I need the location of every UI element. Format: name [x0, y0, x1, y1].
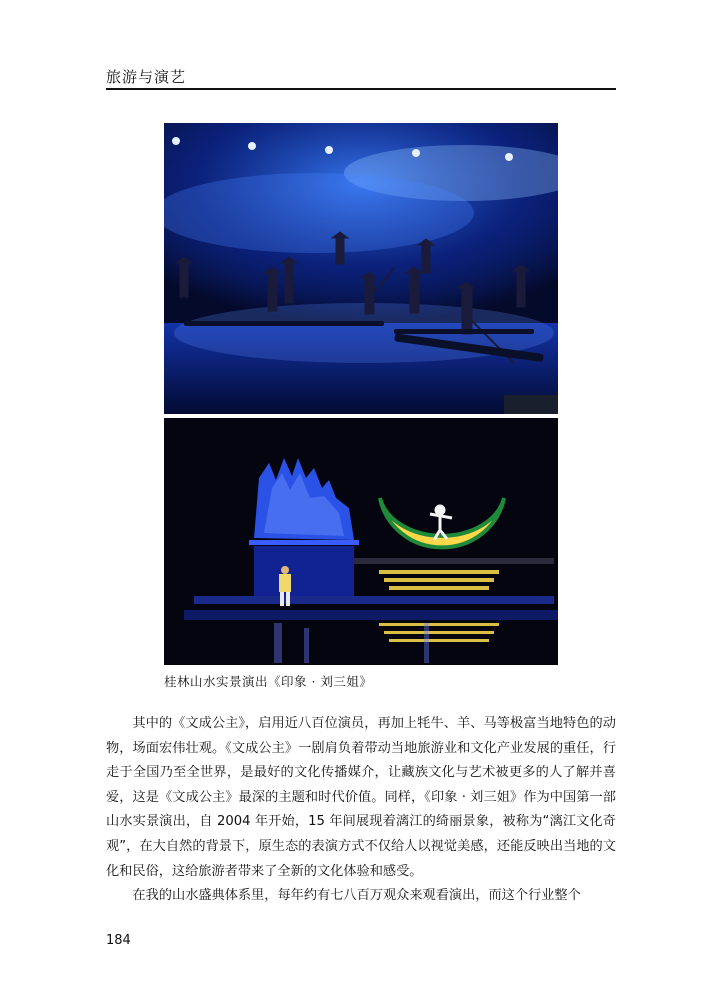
- figure-caption: 桂林山水实景演出《印象 · 刘三姐》: [164, 674, 373, 689]
- body-text: [106, 712, 616, 909]
- page-number: 184: [106, 933, 131, 948]
- paragraph: 其中的《文成公主》，启用近八百位演员，再加上牦牛、羊、马等极富当地特色的动物，场面宏伟壮观。《文成公主》一剧肩负着带动当地旅游业和文化产业发展的重任，行走于全国乃至全世界，是最好的文化传播媒介，让藏族文化与艺术被更多的人了解并喜爱，这是《文成公主》最深的主题和时代价值。同样，《印象 · 刘三姐》作为中国第一部山水实景演出，自 2004 年开始，15 年间展现着漓江的绮丽景象，被称为“漓江文化奇观”，在大自然的背景下，原生态的表演方式不仅给人以视觉美感，还能反映出当地的文化和民俗，这给旅游者带来了全新的文化体验和感受。: [106, 716, 616, 879]
- running-header: 旅游与演艺: [106, 68, 187, 86]
- moon-stage-icon: [164, 418, 558, 665]
- header-rule: [106, 88, 616, 90]
- cormorant-fishermen-icon: [164, 123, 558, 414]
- paragraph: 在我的山水盛典体系里，每年约有七八百万观众来观看演出，而这个行业整个: [132, 888, 581, 904]
- photo-fishermen: [164, 123, 558, 414]
- photo-moon-stage: [164, 418, 558, 665]
